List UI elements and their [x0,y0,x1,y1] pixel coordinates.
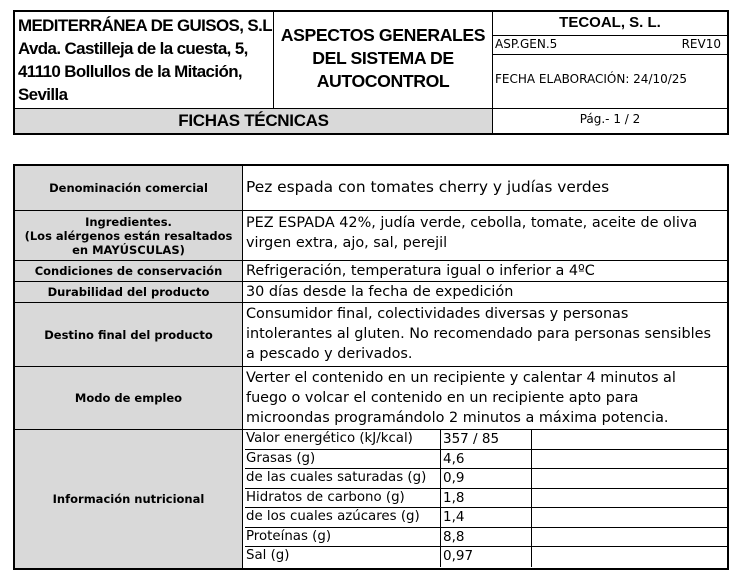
company-address [15,12,274,108]
nutrient-name: Proteínas (g) [246,528,332,544]
label-denominacion: Denominación comercial [15,166,243,210]
ficha-tecnica-table [13,164,729,570]
section-title: FICHAS TÉCNICAS [15,108,493,133]
nutrient-value: 0,9 [443,470,465,486]
value-line: PEZ ESPADA 42%, judía verde, cebolla, tomate, aceite de oliva [246,215,698,231]
nutrition-row [245,450,727,470]
title-line: AUTOCONTROL [316,71,450,91]
company-line: MEDITERRÁNEA DE GUISOS, S.L [18,16,272,35]
value-line: intolerantes al gluten. No recomendado para personas sensibles [246,326,711,342]
nutrient-value: 1,4 [443,509,465,525]
label-line: (Los alérgenos están resaltados [24,228,233,243]
value-line: microondas programándolo 2 minutos a máxima potencia. [246,410,669,426]
page-number: Pág.- 1 / 2 [493,108,727,133]
value-durabilidad [245,282,727,302]
nutrient-name: Hidratos de carbono (g) [246,489,405,505]
row-denominacion [15,166,727,211]
value-line: Verter el contenido en un recipiente y calentar 4 minutos al [246,370,676,386]
nutrition-row [245,547,727,567]
document-header [13,10,729,135]
nutrient-value: 8,8 [443,528,465,545]
label-conservacion: Condiciones de conservación [15,261,243,281]
nutrient-value: 0,97 [443,548,474,564]
nutrition-row [245,528,727,548]
nutrient-value: 4,6 [443,450,465,467]
row-conservacion [15,261,727,282]
title-line: ASPECTOS GENERALES [280,25,486,45]
row-modo-empleo [15,367,727,430]
title-line: DEL SISTEMA DE [312,48,454,68]
company-line: 41110 Bollullos de la Mitación, [18,62,243,81]
value-ingredientes [245,211,727,260]
nutrition-row [245,508,727,528]
value-destino [245,303,727,366]
value-denominacion [245,166,727,210]
company-line: Sevilla [18,85,68,104]
value-line: a pescado y derivados. [246,346,413,362]
value-modo-empleo [245,367,727,429]
label-line: Ingredientes. [85,214,172,229]
doc-code: ASP.GEN.5 [495,37,558,51]
label-durabilidad: Durabilidad del producto [15,282,243,302]
nutrient-value: 357 / 85 [443,431,500,447]
fecha-elaboracion: FECHA ELABORACIÓN: 24/10/25 [495,72,688,86]
nutrient-name: de los cuales azúcares (g) [246,509,420,524]
row-nutricional [15,430,727,568]
value-line: 30 días desde la fecha de expedición [246,284,514,300]
value-line: Refrigeración, temperatura igual o inferior a 4ºC [246,263,595,279]
nutrition-row [245,430,727,450]
value-line: Pez espada con tomates cherry y judías verdes [246,178,610,196]
value-line: fuego o volcar el contenido en un recipiente apto para [246,390,639,406]
nutrient-name: Valor energético (kJ/kcal) [246,431,413,446]
revision: REV10 [681,37,721,51]
label-destino: Destino final del producto [15,303,243,366]
row-ingredientes [15,211,727,261]
nutrition-row [245,489,727,509]
company-line: Avda. Castilleja de la cuesta, 5, [18,39,248,58]
label-ingredientes [15,211,243,260]
row-destino [15,303,727,367]
label-line: en MAYÚSCULAS) [72,242,185,257]
nutrient-name: Sal (g) [246,548,290,563]
label-modo-empleo: Modo de empleo [15,367,243,429]
value-line: Consumidor final, colectividades diversas y personas [246,306,629,322]
nutrient-value: 1,8 [443,489,465,506]
nutrient-name: de las cuales saturadas (g) [246,470,427,485]
document-meta [493,12,727,108]
row-durabilidad [15,282,727,303]
label-nutricional: Información nutricional [15,430,243,568]
doc-code-row [493,36,727,55]
nutrition-table [245,430,727,567]
value-line: virgen extra, ajo, sal, perejil [246,235,448,251]
nutrition-row [245,469,727,489]
nutrient-name: Grasas (g) [246,450,316,466]
value-conservacion [245,261,727,281]
tecoal-name: TECOAL, S. L. [493,12,727,36]
document-title [274,12,493,108]
